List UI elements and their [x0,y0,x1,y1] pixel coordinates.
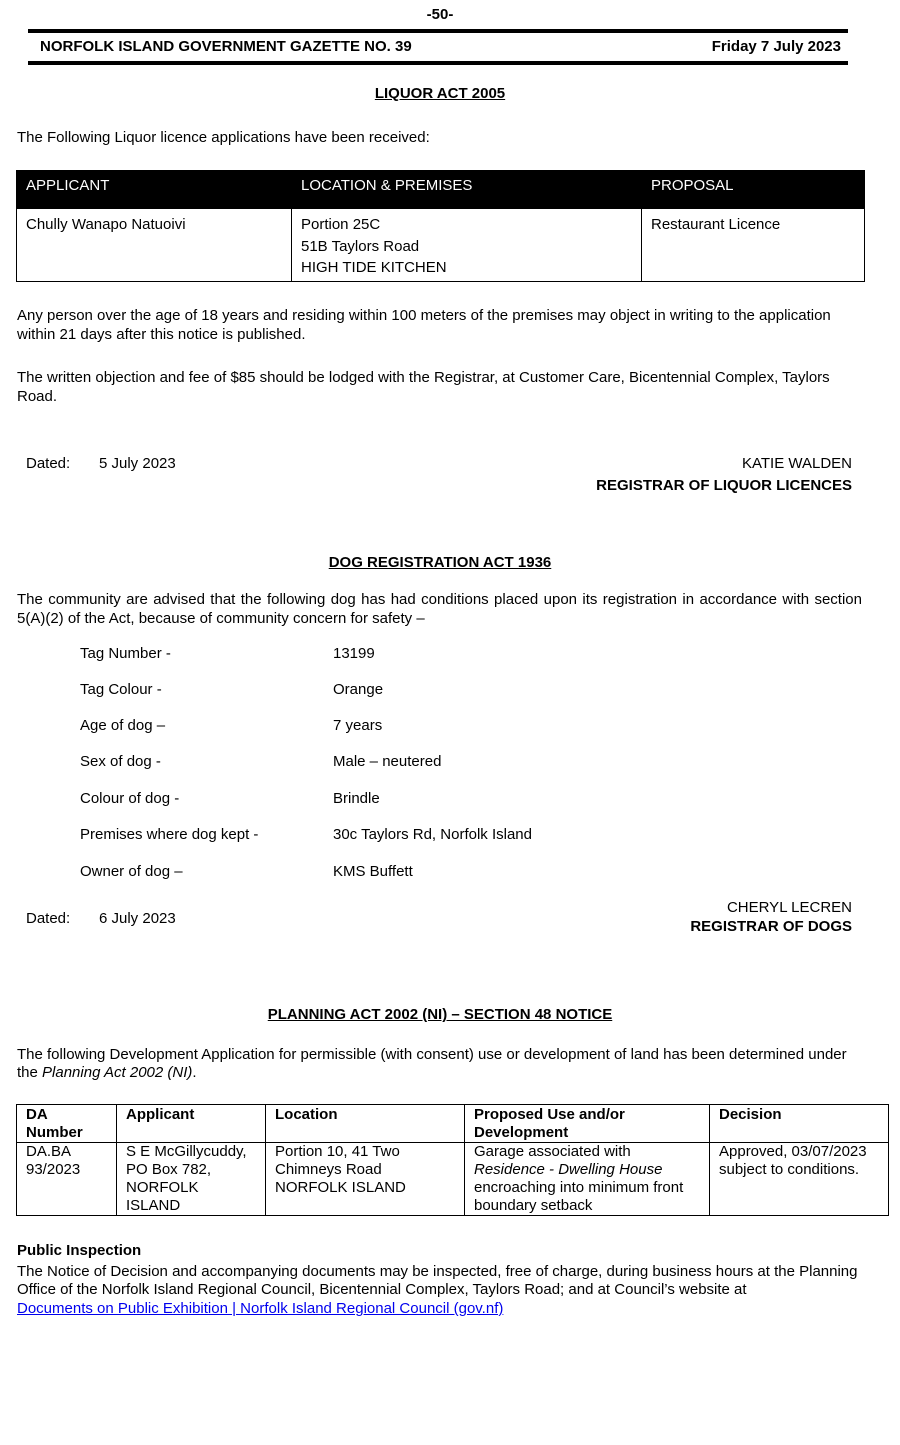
planning-decision-cell: Approved, 03/07/2023 subject to conditions. [710,1143,889,1216]
dog-detail-value: Brindle [333,790,380,807]
dog-dated-label: Dated: [26,910,71,927]
liquor-intro: The Following Liquor licence applications have been received: [17,129,430,146]
liquor-applications-table [16,170,865,282]
liquor-section-title: LIQUOR ACT 2005 [374,85,506,102]
location-line: Portion 25C [301,216,381,233]
dog-detail-label: Age of dog – [80,717,166,734]
dog-detail-label: Premises where dog kept - [80,826,259,843]
planning-header-da-number: DA Number [17,1105,117,1143]
proposed-use-text: Garage associated with [474,1143,631,1160]
liquor-signatory-title: REGISTRAR OF LIQUOR LICENCES [596,477,852,494]
liquor-proposal-cell: Restaurant Licence [642,209,865,282]
planning-applicant-cell: S E McGillycuddy, PO Box 782, NORFOLK ISLAND [117,1143,266,1216]
dog-dated-value: 6 July 2023 [99,910,176,927]
planning-header-proposed-use: Proposed Use and/or Development [465,1105,710,1143]
liquor-fee-text: The written objection and fee of $85 should be lodged with the Registrar, at Customer Care, Bicentennial Complex, Taylors Road. [17,369,830,405]
liquor-applicant-cell: Chully Wanapo Natuoivi [17,209,292,282]
dog-intro: The community are advised that the following dog has had conditions placed upon its registration in accordance with section 5(A)(2) of the Act, because of community concern for safety – [17,591,862,627]
public-inspection-heading: Public Inspection [17,1242,142,1259]
proposed-use-text-end: encroaching into minimum front boundary setback [474,1179,684,1214]
planning-intro [17,1046,867,1082]
proposed-use-italic: Residence - Dwelling House [474,1161,663,1178]
header-bottom-rule [28,61,848,65]
dog-detail-label: Sex of dog - [80,753,161,770]
liquor-dated-label: Dated: [26,455,71,472]
public-inspection-text: The Notice of Decision and accompanying documents may be inspected, free of charge, during business hours at the Planning Office of the Norfolk Island Regional Council, Bicentennial Complex, Taylors Road; and at Council’s website at [17,1263,858,1298]
table-row [17,209,865,282]
dog-detail-label: Owner of dog – [80,863,183,880]
table-row [17,1143,889,1216]
planning-da-number-cell: DA.BA 93/2023 [17,1143,117,1216]
planning-proposed-use-cell [465,1143,710,1216]
dog-detail-value: Male – neutered [333,753,442,770]
dog-detail-value: KMS Buffett [333,863,413,880]
header-top-rule [28,29,848,33]
dog-detail-label: Tag Number - [80,645,171,662]
planning-table-header-row [17,1105,889,1143]
gazette-title: NORFOLK ISLAND GOVERNMENT GAZETTE NO. 39 [40,38,412,55]
dog-detail-label: Colour of dog - [80,790,180,807]
dog-detail-value: 30c Taylors Rd, Norfolk Island [333,826,532,843]
liquor-location-cell [292,209,642,282]
liquor-header-location: LOCATION & PREMISES [292,171,642,209]
liquor-objection-text: Any person over the age of 18 years and residing within 100 meters of the premises may object in writing to the application within 21 days after this notice is published. [17,307,831,343]
gazette-date: Friday 7 July 2023 [711,38,841,55]
dog-signatory-title: REGISTRAR OF DOGS [690,918,852,935]
planning-header-applicant: Applicant [117,1105,266,1143]
dog-signatory-name: CHERYL LECREN [726,899,852,916]
page-number: -50- [426,6,454,23]
planning-intro-text: The following Development Application for permissible (with consent) use or development of land has been determined under the [17,1046,847,1081]
planning-decision-table [16,1104,889,1216]
planning-intro-act: Planning Act 2002 (NI) [42,1064,193,1081]
planning-section-title: PLANNING ACT 2002 (NI) – SECTION 48 NOTICE [267,1006,613,1023]
planning-header-decision: Decision [710,1105,889,1143]
dog-section-title: DOG REGISTRATION ACT 1936 [328,554,552,571]
location-line: 51B Taylors Road [301,237,420,255]
dog-detail-label: Tag Colour - [80,681,162,698]
liquor-header-applicant: APPLICANT [17,171,292,209]
dog-detail-value: Orange [333,681,384,698]
public-exhibition-link[interactable]: Documents on Public Exhibition | Norfolk Island Regional Council (gov.nf) [17,1300,504,1317]
location-line: HIGH TIDE KITCHEN [301,259,447,276]
planning-location-cell: Portion 10, 41 Two Chimneys Road NORFOLK ISLAND [266,1143,465,1216]
liquor-dated-value: 5 July 2023 [99,455,176,472]
dog-detail-value: 7 years [333,717,383,734]
planning-intro-end: . [192,1064,197,1081]
liquor-header-proposal: PROPOSAL [642,171,865,209]
dog-detail-value: 13199 [333,645,375,662]
planning-header-location: Location [266,1105,465,1143]
liquor-signatory-name: KATIE WALDEN [741,455,852,472]
liquor-table-header-row [17,171,865,209]
